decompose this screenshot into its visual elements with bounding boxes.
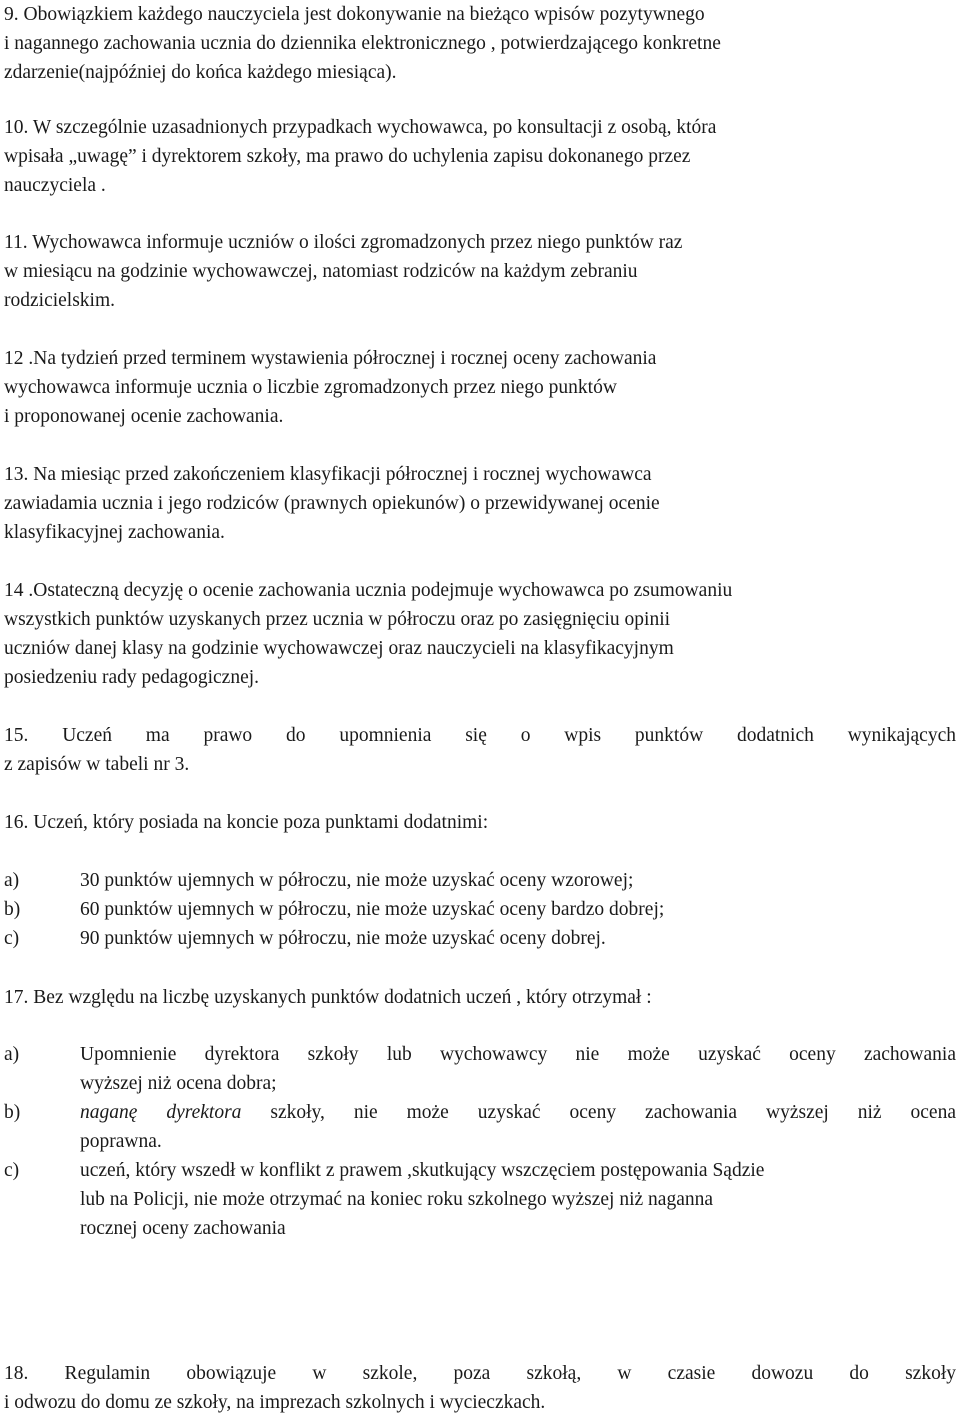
text-line: 11. Wychowawca informuje uczniów o ilości zgromadzonych przez niego punktów raz — [4, 232, 683, 253]
list-item-text-rest: szkoły, nie może uzyskać oceny zachowania wyższej niż ocena — [241, 1102, 956, 1123]
list-intro: 17. Bez względu na liczbę uzyskanych punktów dodatnich uczeń , który otrzymał : — [4, 987, 652, 1008]
list-marker: b) — [4, 899, 21, 920]
text-line: 15. Uczeń ma prawo do upomnienia się o wpis punktów dodatnich wynikających — [4, 725, 956, 746]
text-line: wszystkich punktów uzyskanych przez ucznia w półroczu oraz po zasięgnięciu opinii — [4, 609, 671, 630]
list-item-text — [80, 1098, 956, 1127]
text-line: 10. W szczególnie uzasadnionych przypadkach wychowawca, po konsultacji z osobą, która — [4, 117, 717, 138]
text-line: wychowawca informuje ucznia o liczbie zgromadzonych przez niego punktów — [4, 377, 617, 398]
list-marker: a) — [4, 1044, 20, 1065]
list-marker: b) — [4, 1102, 21, 1123]
text-line: posiedzeniu rady pedagogicznej. — [4, 667, 260, 688]
text-line: 18. Regulamin obowiązuje w szkole, poza szkołą, w czasie dowozu do szkoły — [4, 1363, 956, 1384]
list-item-text: 60 punktów ujemnych w półroczu, nie może uzyskać oceny bardzo dobrej; — [80, 899, 665, 920]
text-line: rodzicielskim. — [4, 290, 116, 311]
text-line: nauczyciela . — [4, 175, 106, 196]
list-item-text: Upomnienie dyrektora szkoły lub wychowawcy nie może uzyskać oceny zachowania — [80, 1044, 956, 1065]
list-marker: a) — [4, 870, 20, 891]
text-line: 13. Na miesiąc przed zakończeniem klasyfikacji półrocznej i rocznej wychowawca — [4, 464, 652, 485]
list-item-text: wyższej niż ocena dobra; — [80, 1073, 277, 1094]
text-line: 9. Obowiązkiem każdego nauczyciela jest dokonywanie na bieżąco wpisów pozytywnego — [4, 4, 705, 25]
text-line: z zapisów w tabeli nr 3. — [4, 754, 190, 775]
list-marker: c) — [4, 1160, 20, 1181]
text-line: i odwozu do domu ze szkoły, na imprezach szkolnych i wycieczkach. — [4, 1392, 546, 1413]
text-line: zawiadamia ucznia i jego rodziców (prawnych opiekunów) o przewidywanej ocenie — [4, 493, 660, 514]
list-item-text: uczeń, który wszedł w konflikt z prawem ,skutkujący wszczęciem postępowania Sądzie — [80, 1160, 765, 1181]
text-line: 12 .Na tydzień przed terminem wystawienia półrocznej i rocznej oceny zachowania — [4, 348, 657, 369]
text-line: uczniów danej klasy na godzinie wychowawczej oraz nauczycieli na klasyfikacyjnym — [4, 638, 674, 659]
list-item-text: rocznej oceny zachowania — [80, 1218, 286, 1239]
text-line: i proponowanej ocenie zachowania. — [4, 406, 284, 427]
list-item-text: lub na Policji, nie może otrzymać na koniec roku szkolnego wyższej niż naganna — [80, 1189, 713, 1210]
text-line: w miesiącu na godzinie wychowawczej, natomiast rodziców na każdym zebraniu — [4, 261, 638, 282]
list-item-text: poprawna. — [80, 1131, 162, 1152]
list-item-text: 30 punktów ujemnych w półroczu, nie może uzyskać oceny wzorowej; — [80, 870, 634, 891]
text-line: zdarzenie(najpóźniej do końca każdego miesiąca). — [4, 62, 397, 83]
list-marker: c) — [4, 928, 20, 949]
text-line: i nagannego zachowania ucznia do dziennika elektronicznego , potwierdzającego konkretne — [4, 33, 721, 54]
text-line: 14 .Ostateczną decyzję o ocenie zachowania ucznia podejmuje wychowawca po zsumowaniu — [4, 580, 733, 601]
list-item-text: 90 punktów ujemnych w półroczu, nie może uzyskać oceny dobrej. — [80, 928, 606, 949]
text-line: klasyfikacyjnej zachowania. — [4, 522, 225, 543]
emphasis-text: naganę dyrektora — [80, 1102, 242, 1123]
text-line: wpisała „uwagę” i dyrektorem szkoły, ma prawo do uchylenia zapisu dokonanego przez — [4, 146, 691, 167]
list-intro: 16. Uczeń, który posiada na koncie poza punktami dodatnimi: — [4, 812, 489, 833]
